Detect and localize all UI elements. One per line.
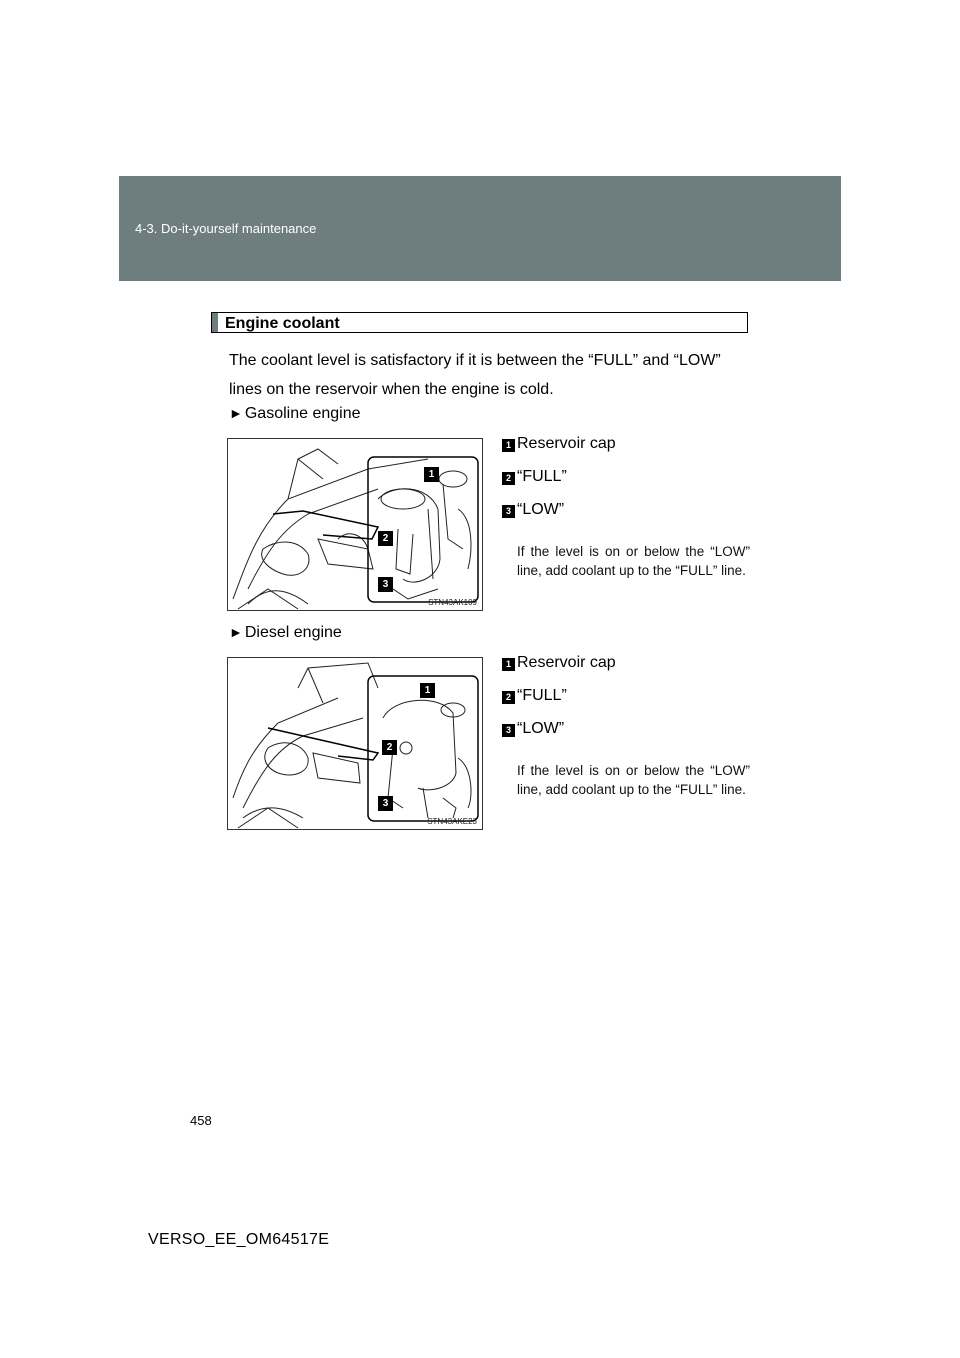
legend-label: Reservoir cap xyxy=(517,654,616,671)
section-heading: Engine coolant xyxy=(225,315,340,332)
legend-label: “LOW” xyxy=(517,501,565,518)
intro-paragraph: The coolant level is satisfactory if it is between the “FULL” and “LOW” lines on the reservoir when the engine is cold. xyxy=(229,352,721,398)
legend-note: If the level is on or below the “LOW” line, add coolant up to the “FULL” line. xyxy=(517,763,750,797)
page-number: 458 xyxy=(190,1113,212,1128)
callout-2: 2 xyxy=(382,740,397,755)
number-badge: 2 xyxy=(502,472,515,485)
callout-3: 3 xyxy=(378,796,393,811)
legend-label: “FULL” xyxy=(517,687,567,704)
gasoline-heading-label: Gasoline engine xyxy=(244,405,361,422)
callout-1: 1 xyxy=(420,683,435,698)
gasoline-heading xyxy=(229,405,361,423)
section-heading-box xyxy=(211,312,748,333)
legend-item xyxy=(502,689,750,722)
callout-1: 1 xyxy=(424,467,439,482)
figure-code: STN43AK109 xyxy=(428,598,477,607)
document-id: VERSO_EE_OM64517E xyxy=(148,1231,330,1248)
legend-label: “FULL” xyxy=(517,468,567,485)
right-triangle-arrow-icon: ► xyxy=(229,624,243,640)
diesel-heading-label: Diesel engine xyxy=(244,624,342,641)
gasoline-engine-illustration xyxy=(227,438,483,611)
number-badge: 1 xyxy=(502,658,515,671)
number-badge: 1 xyxy=(502,439,515,452)
number-badge: 3 xyxy=(502,505,515,518)
number-badge: 3 xyxy=(502,724,515,737)
callout-3: 3 xyxy=(378,577,393,592)
diesel-heading xyxy=(229,624,342,642)
section-title: 4-3. Do-it-yourself maintenance xyxy=(135,221,317,236)
legend-note: If the level is on or below the “LOW” line, add coolant up to the “FULL” line. xyxy=(517,544,750,578)
legend-item xyxy=(502,437,750,470)
figure-code: STN43AKE23 xyxy=(427,817,477,826)
diesel-legend xyxy=(502,656,750,799)
legend-item xyxy=(502,656,750,689)
gasoline-legend xyxy=(502,437,750,580)
section-heading-bar xyxy=(212,313,218,332)
legend-item xyxy=(502,722,750,755)
number-badge: 2 xyxy=(502,691,515,704)
diesel-engine-illustration xyxy=(227,657,483,830)
right-triangle-arrow-icon: ► xyxy=(229,405,243,421)
legend-label: Reservoir cap xyxy=(517,435,616,452)
legend-label: “LOW” xyxy=(517,720,565,737)
legend-item xyxy=(502,470,750,503)
legend-item xyxy=(502,503,750,536)
callout-2: 2 xyxy=(378,531,393,546)
